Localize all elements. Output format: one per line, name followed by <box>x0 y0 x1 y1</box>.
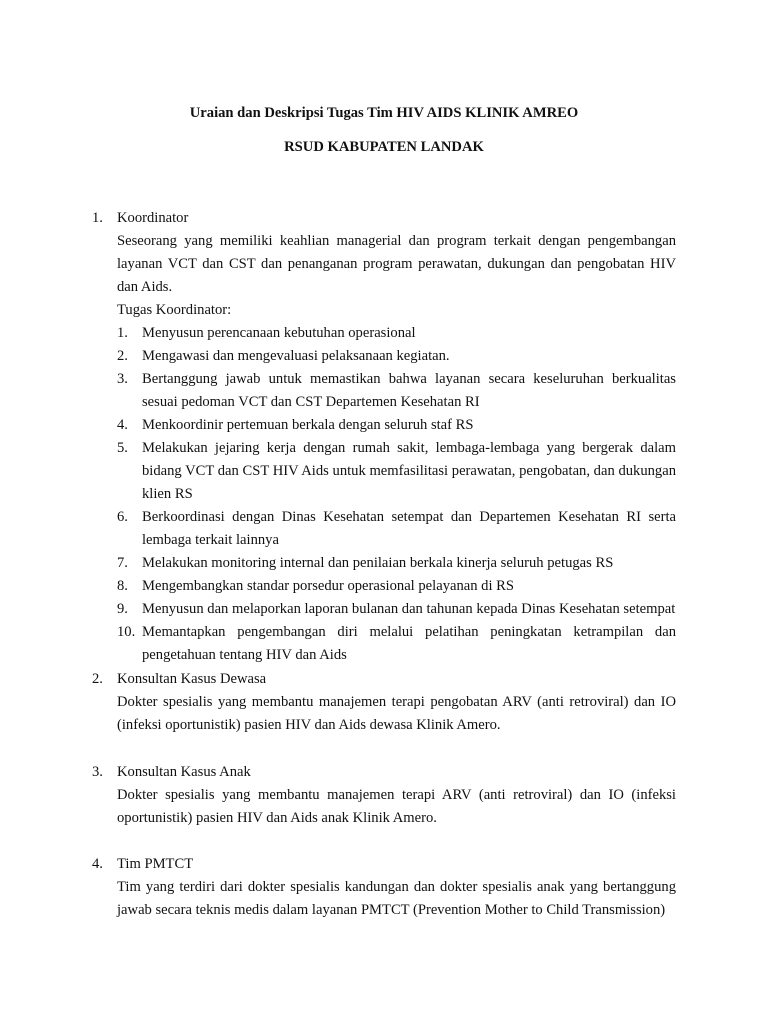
document-subtitle: RSUD KABUPATEN LANDAK <box>284 139 484 155</box>
tasks-label: Tugas Koordinator: <box>117 302 232 318</box>
section-heading: Tim PMTCT <box>117 856 194 872</box>
task-number: 3. <box>117 371 128 387</box>
task-item <box>117 598 676 621</box>
task-text: Mengawasi dan mengevaluasi pelaksanaan kegiatan. <box>142 348 450 364</box>
section-number: 4. <box>92 856 103 872</box>
task-text: Menyusun perencanaan kebutuhan operasional <box>142 325 416 341</box>
task-number: 6. <box>117 509 128 525</box>
section-description: Dokter spesialis yang membantu manajemen terapi ARV (anti retroviral) dan IO (infeksi oportunistik) pasien HIV dan Aids anak Klinik Amero. <box>117 787 676 826</box>
task-text: Melakukan jejaring kerja dengan rumah sakit, lembaga-lembaga yang bergerak dalam bidang VCT dan CST HIV Aids untuk memfasilitasi perawatan, pengobatan, dan dukungan klien RS <box>142 440 676 502</box>
document-title: Uraian dan Deskripsi Tugas Tim HIV AIDS KLINIK AMREO <box>189 105 579 121</box>
task-item <box>117 552 676 575</box>
task-number: 10. <box>117 624 136 640</box>
task-text: Melakukan monitoring internal dan penilaian berkala kinerja seluruh petugas RS <box>142 555 614 571</box>
section-tim-pmtct <box>92 853 676 922</box>
task-number: 9. <box>117 601 128 617</box>
task-text: Mengembangkan standar porsedur operasional pelayanan di RS <box>142 578 515 594</box>
section-number: 2. <box>92 671 103 687</box>
task-item <box>117 322 676 345</box>
task-item <box>117 414 676 437</box>
task-number: 1. <box>117 325 128 341</box>
task-number: 7. <box>117 555 128 571</box>
task-text: Bertanggung jawab untuk memastikan bahwa layanan secara keseluruhan berkualitas sesuai pedoman VCT dan CST Departemen Kesehatan RI <box>142 371 676 410</box>
task-text: Memantapkan pengembangan diri melalui pelatihan peningkatan ketrampilan dan pengetahuan tentang HIV dan Aids <box>142 624 676 663</box>
section-number: 1. <box>92 210 103 226</box>
section-description: Dokter spesialis yang membantu manajemen terapi pengobatan ARV (anti retroviral) dan IO (infeksi oportunistik) pasien HIV dan Aids dewasa Klinik Amero. <box>117 694 676 733</box>
section-heading: Konsultan Kasus Anak <box>117 764 251 780</box>
task-item <box>117 345 676 368</box>
task-text: Menkoordinir pertemuan berkala dengan seluruh staf RS <box>142 417 474 433</box>
task-text: Berkoordinasi dengan Dinas Kesehatan setempat dan Departemen Kesehatan RI serta lembaga terkait lainnya <box>142 509 676 548</box>
section-koordinator <box>92 207 676 667</box>
section-description: Tim yang terdiri dari dokter spesialis kandungan dan dokter spesialis anak yang bertanggung jawab secara teknis medis dalam layanan PMTCT (Prevention Mother to Child Transmission) <box>117 879 676 918</box>
section-konsultan-anak <box>92 761 676 830</box>
section-heading: Koordinator <box>117 210 189 226</box>
task-number: 5. <box>117 440 128 456</box>
task-item <box>117 437 676 506</box>
task-text: Menyusun dan melaporkan laporan bulanan dan tahunan kepada Dinas Kesehatan setempat <box>142 601 676 617</box>
section-description: Seseorang yang memiliki keahlian managerial dan program terkait dengan pengembangan layanan VCT dan CST dan penanganan program perawatan, dukungan dan pengobatan HIV dan Aids. <box>117 233 676 295</box>
section-heading: Konsultan Kasus Dewasa <box>117 671 267 687</box>
task-number: 2. <box>117 348 128 364</box>
task-number: 8. <box>117 578 128 594</box>
task-number: 4. <box>117 417 128 433</box>
section-number: 3. <box>92 764 103 780</box>
task-item <box>117 506 676 552</box>
task-item <box>117 621 676 667</box>
task-item <box>117 575 676 598</box>
section-konsultan-dewasa <box>92 668 676 737</box>
task-item <box>117 368 676 414</box>
